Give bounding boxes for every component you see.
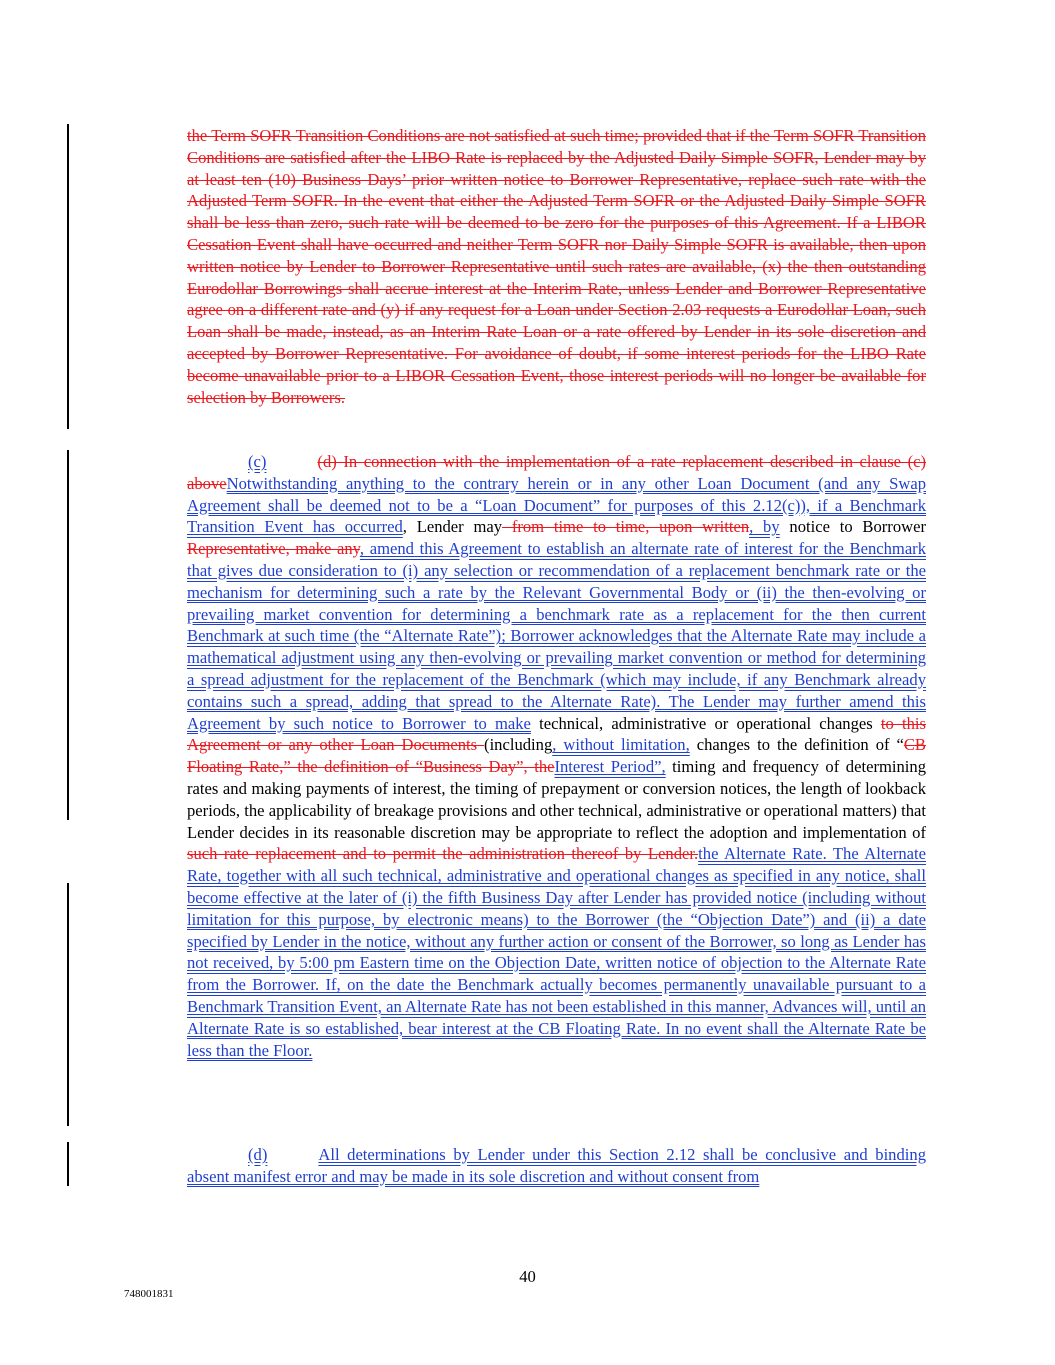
paragraph-c (187, 451, 926, 1061)
inserted-text: Interest Period”, (554, 757, 666, 777)
deleted-text: CB Floating Rate,” the definition of “Business Day”, the (187, 735, 926, 777)
change-bar (67, 883, 69, 1126)
plain-text: technical, administrative or operational changes (530, 713, 881, 733)
document-id: 748001831 (124, 1288, 174, 1300)
inserted-text: Notwithstanding anything to the contrary herein or in any other Loan Document (and any Swap Agreement shall be deemed not to be a “Loan Document” for purposes of this 2.12(c)), if a Benchmark Transition Event has occurred (187, 473, 926, 537)
deleted-text: (d) In connection with the implementation of a rate replacement described in clause (c) above (187, 452, 926, 493)
paragraph-d (187, 1144, 926, 1188)
plain-text: changes to the definition of “ (689, 735, 904, 755)
paragraph-label-c: (c) (248, 452, 267, 471)
deleted-text: Representative, make any (187, 539, 360, 559)
paragraph-label-d: (d) (248, 1145, 268, 1164)
deleted-text: from time to time, upon written (502, 517, 750, 537)
inserted-text: , by (749, 517, 780, 537)
plain-text: notice to Borrower (779, 517, 926, 537)
inserted-text: the Alternate Rate. The Alternate Rate, together with all such technical, administrative and operational changes as specified in any notice, shall become effective at the later of (i) the fifth Business Day after Lender has provided notice (including without limitation for this purpose, by electronic means) to the Borrower (the “Objection Date”) and (ii) a date specified by Lender in the notice, without any further action or consent of the Borrower, so long as Lender has not received, by 5:00 pm Eastern time on the Objection Date, written notice of objection to the Alternate Rate from the Borrower. If, on the date the Benchmark actually becomes permanently unavailable pursuant to a Benchmark Transition Event, an Alternate Rate has not been established in this manner, Advances will, until an Alternate Rate is so established, bear interest at the CB Floating Rate. In no event shall the Alternate Rate be less than the Floor. (187, 844, 926, 1060)
plain-text: , Lender may (402, 517, 503, 537)
inserted-text: All determinations by Lender under this Section 2.12 shall be conclusive and binding absent manifest error and may be made in its sole discretion and without consent from (187, 1145, 926, 1186)
deleted-text: such rate replacement and to permit the administration thereof by Lender. (187, 844, 699, 864)
inserted-text: , without limitation, (552, 735, 690, 755)
plain-text: timing and frequency of determining rates and making payments of interest, the timing of prepayment or conversion notices, the length of lookback periods, the applicability of breakage provisions and other technical, administrative or operational matters) that Lender decides in its reasonable discretion may be appropriate to reflect the adoption and implementation of (187, 757, 926, 842)
page-number: 40 (519, 1267, 536, 1286)
deleted-text: the Term SOFR Transition Conditions are not satisfied at such time; provided that if the Term SOFR Transition Conditions are satisfied after the LIBO Rate is replaced by the Adjusted Daily Simple SOFR, Lender may by at least ten (10) Business Days’ prior written notice to Borrower Representative, replace such rate with the Adjusted Term SOFR. In the event that either the Adjusted Term SOFR or the Adjusted Daily Simple SOFR shall be less than zero, such rate will be deemed to be zero for the purposes of this Agreement. If a LIBOR Cessation Event shall have occurred and neither Term SOFR nor Daily Simple SOFR is available, then upon written notice by Lender to Borrower Representative until such rates are available, (x) the then outstanding Eurodollar Borrowings shall accrue interest at the Interim Rate, unless Lender and Borrower Representative agree on a different rate and (y) if any request for a Loan under Section 2.03 requests a Eurodollar Loan, such Loan shall be made, instead, as an Interim Rate Loan or a rate offered by Lender in its sole discretion and accepted by Borrower Representative. For avoidance of doubt, if some interest periods for the LIBO Rate become unavailable prior to a LIBOR Cessation Event, those interest periods will no longer be available for selection by Borrowers. (187, 126, 926, 407)
paragraph-continuation (187, 125, 926, 408)
change-bar (67, 1142, 69, 1186)
change-bar (67, 450, 69, 820)
change-bar (67, 124, 69, 429)
inserted-text: , amend this Agreement to establish an alternate rate of interest for the Benchmark that gives due consideration to (i) any selection or recommendation of a replacement benchmark rate or the mechanism for determining such a rate by the Relevant Governmental Body or (ii) the then-evolving or prevailing market convention for determining a benchmark rate as a replacement for the then current Benchmark at such time (the “Alternate Rate”); Borrower acknowledges that the Alternate Rate may include a mathematical adjustment using any then-evolving or prevailing market convention or method for determining a spread adjustment for the replacement of the Benchmark (which may include, if any Benchmark already contains such a spread, adding that spread to the Alternate Rate). The Lender may further amend this Agreement by such notice to Borrower to make (187, 539, 927, 733)
deleted-text: to this Agreement or any other Loan Documents (187, 713, 926, 755)
plain-text: (including (484, 735, 553, 755)
